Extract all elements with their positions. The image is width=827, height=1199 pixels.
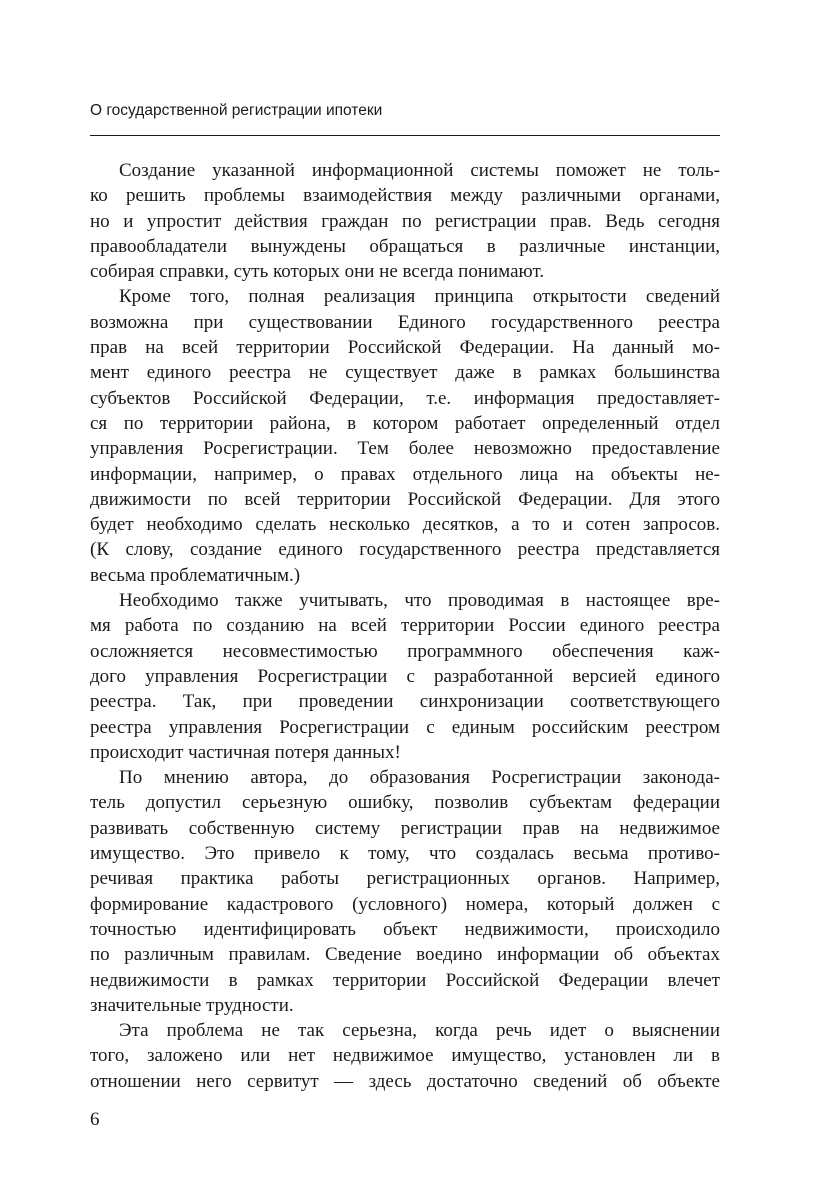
text-line: Эта проблема не так серьезна, когда речь идет о выяснении [119,1020,720,1042]
text-line: информации, например, о правах отдельного лица на объекты не- [90,463,720,485]
text-line: речивая практика работы регистрационных органов. Например, [90,868,720,890]
text-line: недвижимости в рамках территории Российской Федерации влечет [90,969,720,991]
page-number: 6 [90,1109,100,1130]
text-line: движимости по всей территории Российской Федерации. Для этого [90,488,720,510]
text-line: значительные трудности. [90,994,294,1016]
text-line: правообладатели вынуждены обращаться в различные инстанции, [90,235,720,257]
text-line: (К слову, создание единого государственного реестра представляется [90,539,720,561]
text-line: возможна при существовании Единого государственного реестра [90,311,720,333]
text-line: точностью идентифицировать объект недвижимости, происходило [90,918,720,940]
text-line: Кроме того, полная реализация принципа открытости сведений [119,286,720,308]
header-rule [90,135,720,136]
text-line: дого управления Росрегистрации с разработанной версией единого [90,665,720,687]
paragraph [90,588,720,765]
text-line: собирая справки, суть которых они не всегда понимают. [90,261,545,283]
running-head: О государственной регистрации ипотеки [90,102,383,119]
paragraph [90,284,720,588]
text-line: мя работа по созданию на всей территории России единого реестра [90,615,720,637]
paragraph [90,765,720,1018]
text-line: осложняется несовместимостью программного обеспечения каж- [90,640,720,662]
text-line: субъектов Российской Федерации, т.е. информация предоставляет- [90,387,720,409]
text-line: ко решить проблемы взаимодействия между различными органами, [90,185,720,207]
paragraph [90,158,720,284]
paragraph [90,1018,720,1094]
text-line: того, заложено или нет недвижимое имущество, установлен ли в [90,1045,720,1067]
text-line: Необходимо также учитывать, что проводимая в настоящее вре- [119,590,720,612]
text-line: По мнению автора, до образования Росрегистрации законода- [119,767,720,789]
text-line: имущество. Это привело к тому, что создалась весьма противо- [90,843,720,865]
text-line: тель допустил серьезную ошибку, позволив субъектам федерации [90,792,720,814]
text-line: развивать собственную систему регистрации прав на недвижимое [90,817,720,839]
text-line: мент единого реестра не существует даже в рамках большинства [90,362,720,384]
text-line: по различным правилам. Сведение воедино информации об объектах [90,944,720,966]
text-line: будет необходимо сделать несколько десятков, а то и сотен запросов. [90,514,720,536]
text-line: реестра. Так, при проведении синхронизации соответствующего [90,691,720,713]
text-line: Создание указанной информационной системы поможет не толь- [119,160,720,181]
text-line: управления Росрегистрации. Тем более невозможно предоставление [90,438,720,460]
text-line: ся по территории района, в котором работает определенный отдел [90,412,720,434]
text-line: весьма проблематичным.) [90,564,301,586]
text-line: прав на всей территории Российской Федерации. На данный мо- [90,337,720,359]
text-line: формирование кадастрового (условного) номера, который должен с [90,893,720,915]
body-text [90,158,720,1094]
text-line: но и упростит действия граждан по регистрации прав. Ведь сегодня [90,210,720,232]
text-line: отношении него сервитут — здесь достаточно сведений об объекте [90,1070,720,1092]
text-line: происходит частичная потеря данных! [90,741,401,763]
text-line: реестра управления Росрегистрации с единым российским реестром [90,716,720,738]
